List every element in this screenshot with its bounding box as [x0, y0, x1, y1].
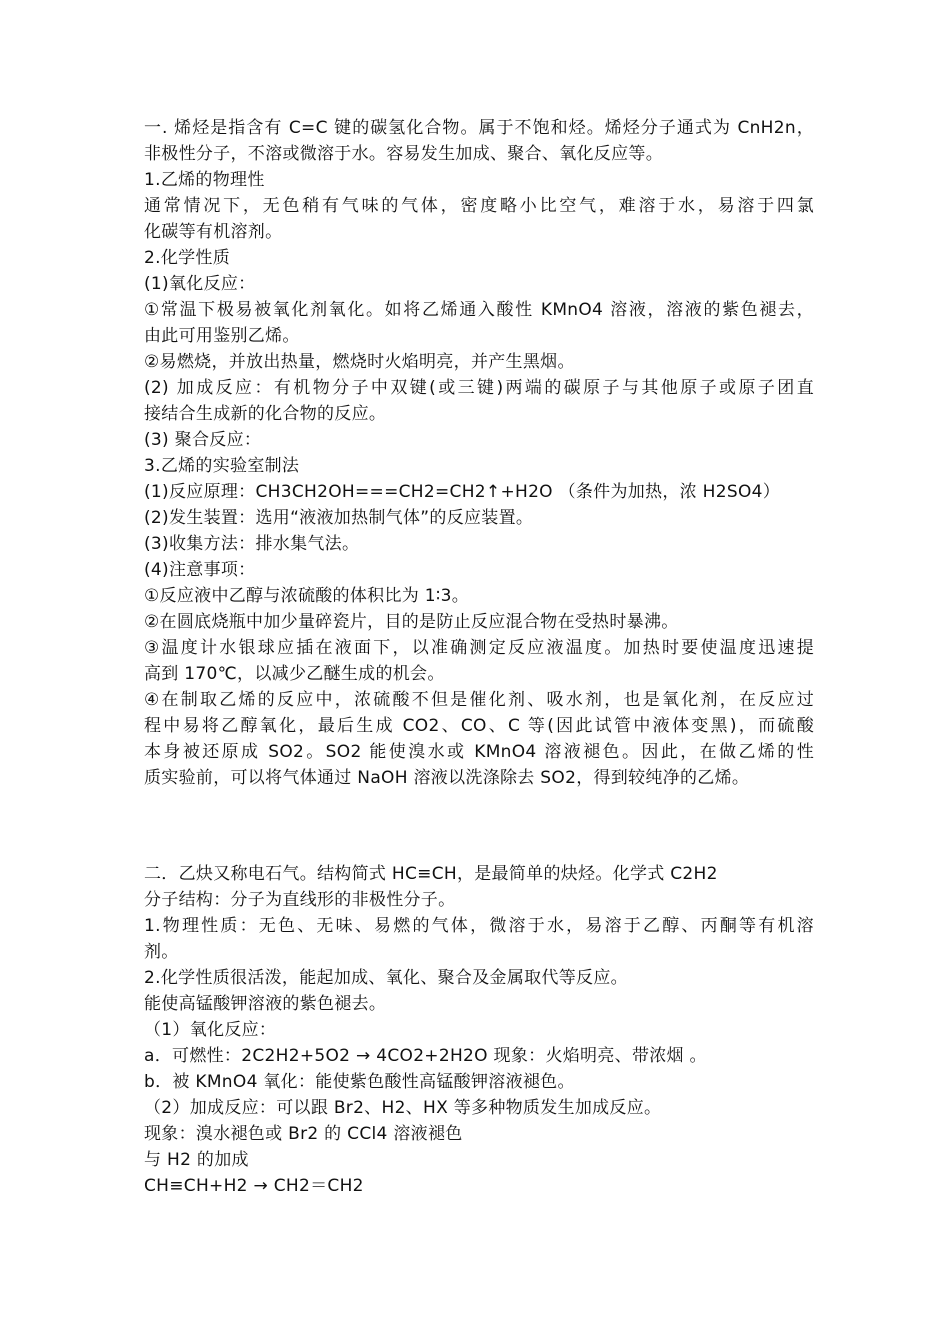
note-3-line-1: ③温度计水银球应插在液面下，以准确测定反应液温度。加热时要使温度迅速提 — [144, 638, 814, 658]
chemical-properties-heading: 2.化学性质 — [144, 248, 231, 268]
section-acetylene — [144, 861, 814, 1199]
document-page — [144, 115, 814, 1199]
addition-line-2: 接结合生成新的化合物的反应。 — [144, 404, 387, 424]
section-spacer — [144, 791, 814, 861]
reaction-principle: (1)反应原理：CH3CH2OH===CH2=CH2↑+H2O （条件为加热，浓 H2SO4） — [144, 482, 781, 502]
polymerization-heading: (3) 聚合反应： — [144, 430, 262, 450]
acetylene-physical-line-1: 1.物理性质：无色、无味、易燃的气体，微溶于水，易溶于乙醇、丙酮等有机溶 — [144, 916, 814, 936]
ethylene-physical-line-1: 通常情况下，无色稍有气味的气体，密度略小比空气，难溶于水，易溶于四氯 — [144, 196, 814, 216]
note-1: ①反应液中乙醇与浓硫酸的体积比为 1∶3。 — [144, 586, 469, 606]
note-4-line-3: 本身被还原成 SO2。SO2 能使溴水或 KMnO4 溶液褪色。因此，在做乙烯的性 — [144, 742, 814, 762]
combustion-equation: a．可燃性：2C2H2+5O2 → 4CO2+2H2O 现象：火焰明亮、带浓烟 。 — [144, 1046, 707, 1066]
collection-method: (3)收集方法：排水集气法。 — [144, 534, 360, 554]
oxidation-heading: (1)氧化反应： — [144, 274, 256, 294]
notes-heading: (4)注意事项： — [144, 560, 256, 580]
note-4-line-1: ④在制取乙烯的反应中，浓硫酸不但是催化剂、吸水剂，也是氧化剂，在反应过 — [144, 690, 814, 710]
ethylene-physical-heading: 1.乙烯的物理性 — [144, 170, 265, 190]
acetylene-addition-heading: （2）加成反应：可以跟 Br2、H2、HX 等多种物质发生加成反应。 — [144, 1098, 662, 1118]
lab-preparation-heading: 3.乙烯的实验室制法 — [144, 456, 300, 476]
apparatus: (2)发生装置：选用“液液加热制气体”的反应装置。 — [144, 508, 534, 528]
oxidation-item-1-line-2: 由此可用鉴别乙烯。 — [144, 326, 300, 346]
oxidation-item-2: ②易燃烧，并放出热量，燃烧时火焰明亮，并产生黑烟。 — [144, 352, 575, 372]
ethylene-physical-line-2: 化碳等有机溶剂。 — [144, 222, 283, 242]
alkene-intro-line-2: 非极性分子，不溶或微溶于水。容易发生加成、聚合、氧化反应等。 — [144, 144, 663, 164]
note-4-line-4: 质实验前，可以将气体通过 NaOH 溶液以洗涤除去 SO2，得到较纯净的乙烯。 — [144, 768, 750, 788]
acetylene-oxidation-heading: （1）氧化反应： — [144, 1020, 277, 1040]
molecular-structure: 分子结构：分子为直线形的非极性分子。 — [144, 890, 456, 910]
note-3-line-2: 高到 170℃，以减少乙醚生成的机会。 — [144, 664, 445, 684]
permanganate-note: 能使高锰酸钾溶液的紫色褪去。 — [144, 994, 387, 1014]
h2-addition-equation: CH≡CH+H2 → CH2＝CH2 — [144, 1176, 364, 1196]
addition-line-1: (2) 加成反应：有机物分子中双键(或三键)两端的碳原子与其他原子或原子团直 — [144, 378, 814, 398]
addition-phenomenon: 现象：溴水褪色或 Br2 的 CCl4 溶液褪色 — [144, 1124, 463, 1144]
note-2: ②在圆底烧瓶中加少量碎瓷片，目的是防止反应混合物在受热时暴沸。 — [144, 612, 679, 632]
acetylene-intro: 二．乙炔又称电石气。结构简式 HC≡CH，是最简单的炔烃。化学式 C2H2 — [144, 864, 718, 884]
acetylene-chemical-heading: 2.化学性质很活泼，能起加成、氧化、聚合及金属取代等反应。 — [144, 968, 628, 988]
acetylene-physical-line-2: 剂。 — [144, 942, 179, 962]
note-4-line-2: 程中易将乙醇氧化，最后生成 CO2、CO、C 等(因此试管中液体变黑)，而硫酸 — [144, 716, 814, 736]
section-alkenes — [144, 115, 814, 791]
alkene-intro-line-1: 一. 烯烃是指含有 C=C 键的碳氢化合物。属于不饱和烃。烯烃分子通式为 CnH2n， — [144, 118, 814, 138]
h2-addition-heading: 与 H2 的加成 — [144, 1150, 249, 1170]
kmno4-oxidation: b．被 KMnO4 氧化：能使紫色酸性高锰酸钾溶液褪色。 — [144, 1072, 575, 1092]
oxidation-item-1-line-1: ①常温下极易被氧化剂氧化。如将乙烯通入酸性 KMnO4 溶液，溶液的紫色褪去， — [144, 300, 814, 320]
